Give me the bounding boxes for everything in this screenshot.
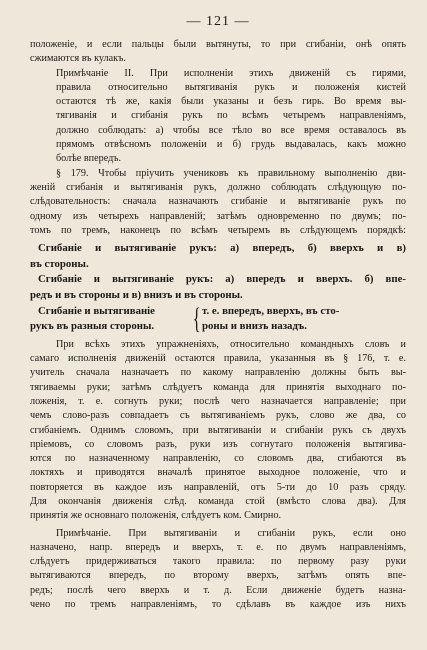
text-line: вытягиваются впередъ, по второму вверхъ, затѣмъ опять впе-	[30, 570, 406, 582]
text-line: болѣе впередъ.	[56, 153, 122, 165]
text-line: чено по тремъ направленіямъ, то сдѣлавъ въ каждое изъ нихъ	[30, 599, 406, 611]
heading-line: т. е. впередъ, вверхъ, въ сто-	[202, 304, 340, 317]
text-line: Примѣчаніе II. При исполненіи этихъ движеній съ гирями,	[56, 67, 406, 79]
text-line: тягиваемы руки; затѣмъ слѣдуетъ команда для принятія выходнаго по-	[30, 381, 406, 393]
text-line: тягиванія и сгибанія рукъ по всѣмъ четыремъ направленіямъ,	[56, 110, 406, 122]
note-final	[30, 527, 406, 613]
exercise-headings	[30, 241, 406, 303]
body-paragraph	[30, 338, 406, 524]
text-line: ются по назначенному направленію, со словомъ два, сгибаются въ	[30, 453, 406, 465]
text-line: § 179. Чтобы пріучить учениковъ къ правильному выполненію дви-	[56, 167, 406, 179]
text-line: одному изъ четырехъ направленій; затѣмъ одновременно по двумъ; по-	[30, 210, 406, 222]
section-179	[30, 167, 406, 238]
text-line: слѣдовательность: сначала назначають сгибаніе и вытягиваніе рукъ по	[30, 196, 406, 208]
text-line: должно соблюдать: а) чтобы все тѣло во все время оставалось въ	[56, 124, 406, 136]
heading-line: Сгибаніе и вытягиваніе рукъ: а) впередъ и вверхъ. б) впе-	[38, 273, 406, 286]
text-line: правила относительно вытягиванія рукъ и положенія кистей	[56, 81, 406, 93]
text-line: прямомъ отвѣсномъ положеніи и б) грудь выдавалась, какъ можно	[56, 139, 406, 151]
text-line: томъ по тремъ, наконецъ по всѣмъ четыремъ въ слѣдующемъ порядкѣ:	[30, 224, 406, 236]
brace-heading	[30, 304, 406, 335]
brace-symbol: {	[192, 302, 201, 336]
text-line: женій сгибанія и вытягиванія рукъ, должно соблюдать слѣдующую по-	[30, 181, 406, 193]
text-line: слѣдуетъ придерживаться такого правила: по первому разу руки	[30, 556, 406, 568]
text-line: пріемовъ, со словомъ разъ, руки изъ согнутаго положенія вытягива-	[30, 438, 406, 450]
text-line: Примѣчаніе. При вытягиваніи и сгибаніи рукъ, если оно	[56, 527, 406, 539]
text-line: положеніе, и если пальцы были вытянуты, то при сгибаніи, онѣ опять	[30, 39, 406, 50]
brace-right	[202, 304, 406, 335]
text-line: редъ; послѣ чего вверхъ и т. д. Если движеніе будетъ назна-	[30, 584, 406, 596]
text-line: повторяется въ каждое изъ направленій, отъ 5-ти до 10 разъ сряду.	[30, 481, 406, 493]
heading-line: въ стороны.	[30, 257, 89, 270]
note-ii	[30, 67, 406, 167]
text-line: При всѣхъ этихъ упражненіяхъ, относительно командныхъ словъ и	[56, 338, 406, 350]
text-line: сжимаются въ кулакъ.	[30, 53, 126, 65]
paragraph-continuation	[30, 38, 406, 67]
heading-line: редъ и въ стороны и в) внизъ и въ стороны.	[30, 288, 243, 301]
text-line: локтяхъ и приводятся вначалѣ принятое выходное положеніе, что и	[30, 467, 406, 479]
text-line: сгибаніемъ. Однимъ словомъ, при вытягиваніи и сгибаніи рукъ съ двухъ	[30, 424, 406, 436]
text-line: принятія же основнаго положенія, слѣдуетъ ком. Смирно.	[30, 510, 282, 522]
text-line: самаго исполненія движеній остаются правила, указанныя въ § 176, т. е.	[30, 353, 406, 365]
text-line: остаются тѣ же, какія были указаны и безъ гирь. Во время вы-	[56, 96, 406, 108]
text-line: Для окончанія движенія слѣд. команда стой (вмѣсто слова два). Для	[30, 495, 406, 507]
text-line: чемъ слово-разъ совпадаетъ съ вытягиваніемъ рукъ, слово же два, со	[30, 410, 406, 422]
page-number: — 121 —	[186, 14, 250, 29]
text-line: ложенія, т. е. согнуть руки; послѣ чего назначается направленіе; при	[30, 395, 406, 407]
text-line: учитель сначала назначаетъ по какому направленію должны быть вы-	[30, 367, 406, 379]
text-line: назначено, напр. впередъ и вверхъ, т. е. по двумъ направленіямъ,	[30, 541, 406, 553]
brace-left	[30, 304, 190, 335]
heading-line: рукъ въ разныя стороны.	[30, 320, 155, 333]
heading-line: Сгибаніе и вытягиваніе	[38, 304, 155, 317]
heading-line: роны и внизъ назадъ.	[202, 320, 307, 333]
heading-line: Сгибаніе и вытягиваніе рукъ: а) впередъ, б) вверхъ и в)	[38, 242, 406, 255]
